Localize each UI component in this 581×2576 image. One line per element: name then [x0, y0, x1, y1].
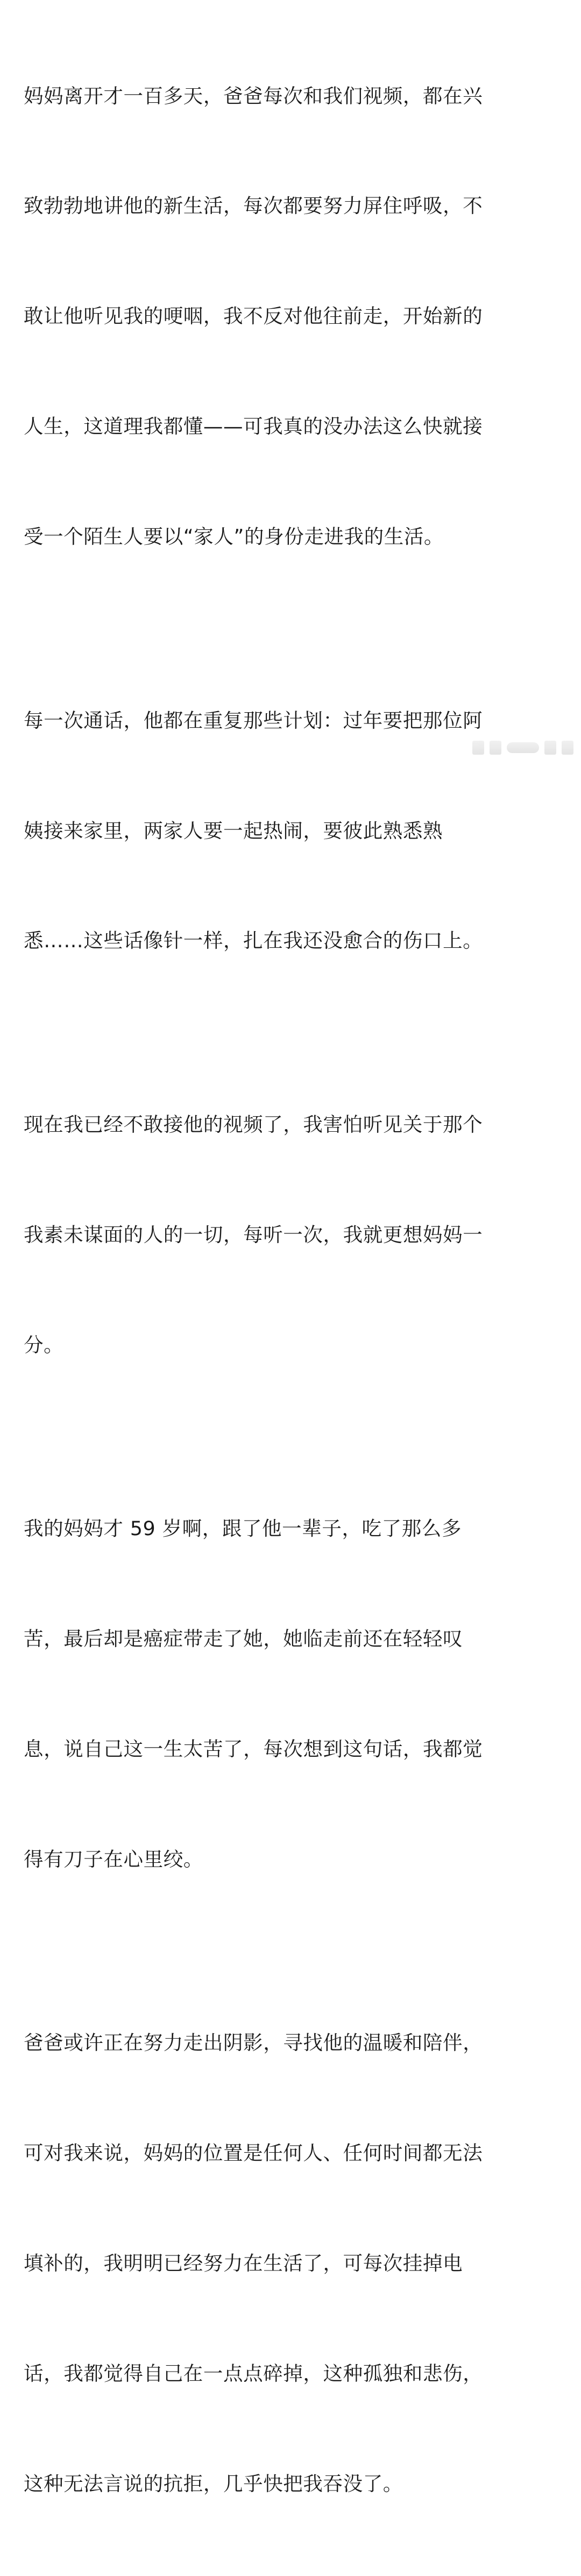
text-line: 填补的，我明明已经努力在生活了，可每次挂掉电: [24, 2252, 463, 2275]
text-line: 分。: [24, 1333, 64, 1357]
paragraph-3: [24, 1033, 556, 1437]
watermark-glyph: [472, 741, 484, 755]
article-body: [24, 4, 556, 2576]
text-line: 苦，最后却是癌症带走了她，她临走前还在轻轻叹: [24, 1627, 463, 1651]
text-line: 可对我来说，妈妈的位置是任何人、任何时间都无法: [24, 2141, 483, 2165]
text-line: 人生，这道理我都懂——可我真的没办法这么快就接: [24, 415, 483, 438]
text-line: 爸爸或许正在努力走出阴影，寻找他的温暖和陪伴，: [24, 2031, 483, 2055]
watermark-glyph: [544, 741, 556, 755]
text-line: 我素未谋面的人的一切，每听一次，我就更想妈妈一: [24, 1223, 483, 1246]
text-line: 致勃勃地讲他的新生活，每次都要努力屏住呼吸，不: [24, 194, 483, 218]
paragraph-2: [24, 629, 556, 1033]
text-line: 得有刀子在心里绞。: [24, 1847, 203, 1871]
text-line: 我的妈妈才 59 岁啊，跟了他一辈子，吃了那么多: [24, 1517, 462, 1541]
text-line: 话，我都觉得自己在一点点碎掉，这种孤独和悲伤，: [24, 2362, 483, 2385]
paragraph-1: [24, 4, 556, 629]
text-line: 这种无法言说的抗拒，几乎快把我吞没了。: [24, 2472, 403, 2495]
paragraph-4: [24, 1437, 556, 1951]
watermark-glyph: [490, 741, 501, 755]
text-line: 息，说自己这一生太苦了，每次想到这句话，我都觉: [24, 1737, 483, 1761]
watermark-glyph: [507, 742, 539, 753]
text-line: 姨接来家里，两家人要一起热闹，要彼此熟悉熟: [24, 819, 443, 842]
watermark: [444, 737, 573, 758]
text-line: 受一个陌生人要以“家人”的身份走进我的生活。: [24, 525, 444, 549]
watermark-glyph: [562, 741, 573, 755]
paragraph-5: [24, 1951, 556, 2576]
text-line: 敢让他听见我的哽咽，我不反对他往前走，开始新的: [24, 304, 483, 328]
text-line: 妈妈离开才一百多天，爸爸每次和我们视频，都在兴: [24, 84, 483, 108]
text-line: 悉……这些话像针一样，扎在我还没愈合的伤口上。: [24, 929, 483, 953]
text-line: 现在我已经不敢接他的视频了，我害怕听见关于那个: [24, 1112, 483, 1136]
text-line: 每一次通话，他都在重复那些计划：过年要把那位阿: [24, 708, 483, 732]
